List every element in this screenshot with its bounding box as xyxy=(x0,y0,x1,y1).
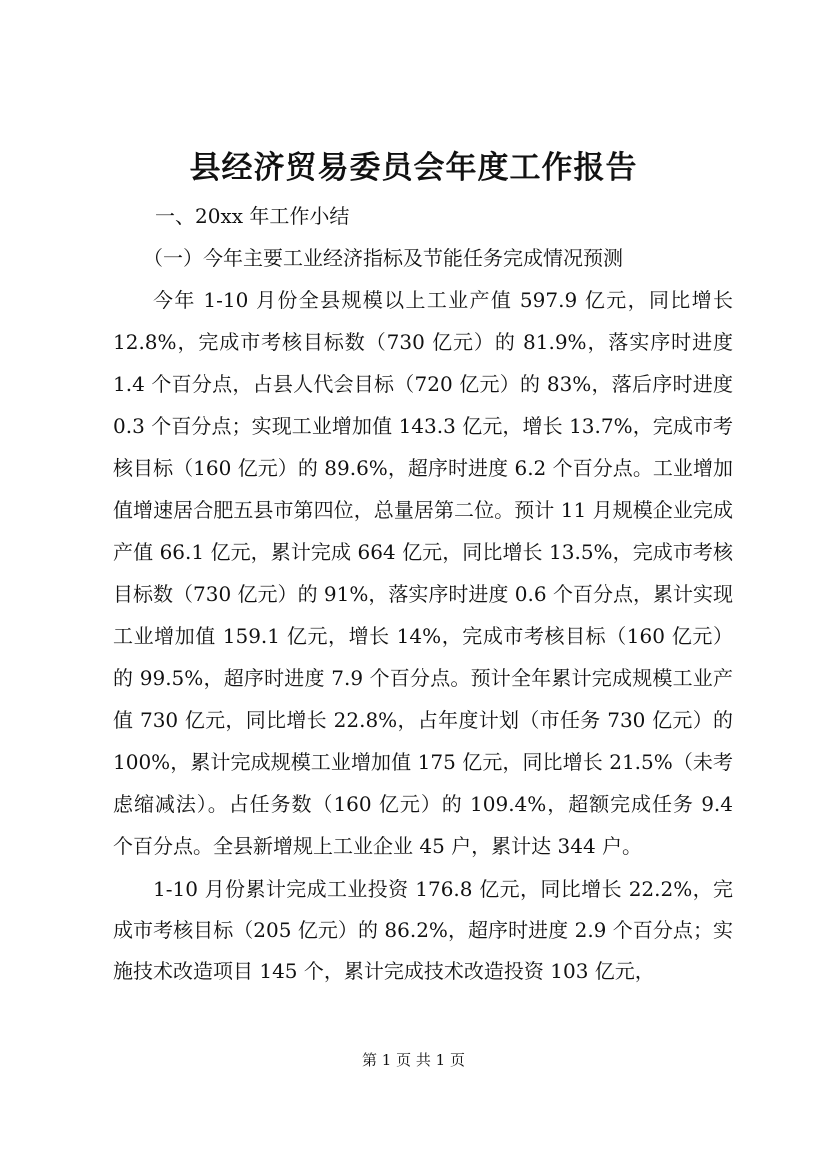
section-heading: 一、20xx 年工作小结 xyxy=(155,204,350,228)
body-paragraph-1: 今年 1-10 月份全县规模以上工业产值 597.9 亿元，同比增长 12.8%，完成市考核目标数（730 亿元）的 81.9%，落实序时进度 1.4 个百分点，占县人代会目标（720 亿元）的 83%，落后序时进度 0.3 个百分点；实现工业增加值 143.3 亿元，增长 13.7%，完成市考核目标（160 亿元）的 89.6%，超序时进度 6.2 个百分点。工业增加值增速居合肥五县市第四位，总量居第二位。预计 11 月规模企业完成产值 66.1 亿元，累计完成 664 亿元，同比增长 13.5%，完成市考核目标数（730 亿元）的 91%，落实序时进度 0.6 个百分点，累计实现工业增加值 159.1 亿元，增长 14%，完成市考核目标（160 亿元）的 99.5%，超序时进度 7.9 个百分点。预计全年累计完成规模工业产值 730 亿元，同比增长 22.8%，占年度计划（市任务 730 亿元）的 100%，累计完成规模工业增加值 175 亿元，同比增长 21.5%（未考虑缩减法）。占任务数（160 亿元）的 109.4%，超额完成任务 9.4 个百分点。全县新增规上工业企业 45 户，累计达 344 户。 xyxy=(113,288,733,858)
document-title: 县经济贸易委员会年度工作报告 xyxy=(189,150,638,186)
body-paragraph-2: 1-10 月份累计完成工业投资 176.8 亿元，同比增长 22.2%，完成市考核目标（205 亿元）的 86.2%，超序时进度 2.9 个百分点；实施技术改造项目 145 个，累计完成技术改造投资 103 亿元， xyxy=(113,877,733,983)
subsection-heading: （一）今年主要工业经济指标及节能任务完成情况预测 xyxy=(143,246,623,270)
page-footer: 第 1 页 共 1 页 xyxy=(362,1051,465,1069)
document-body xyxy=(113,195,733,992)
